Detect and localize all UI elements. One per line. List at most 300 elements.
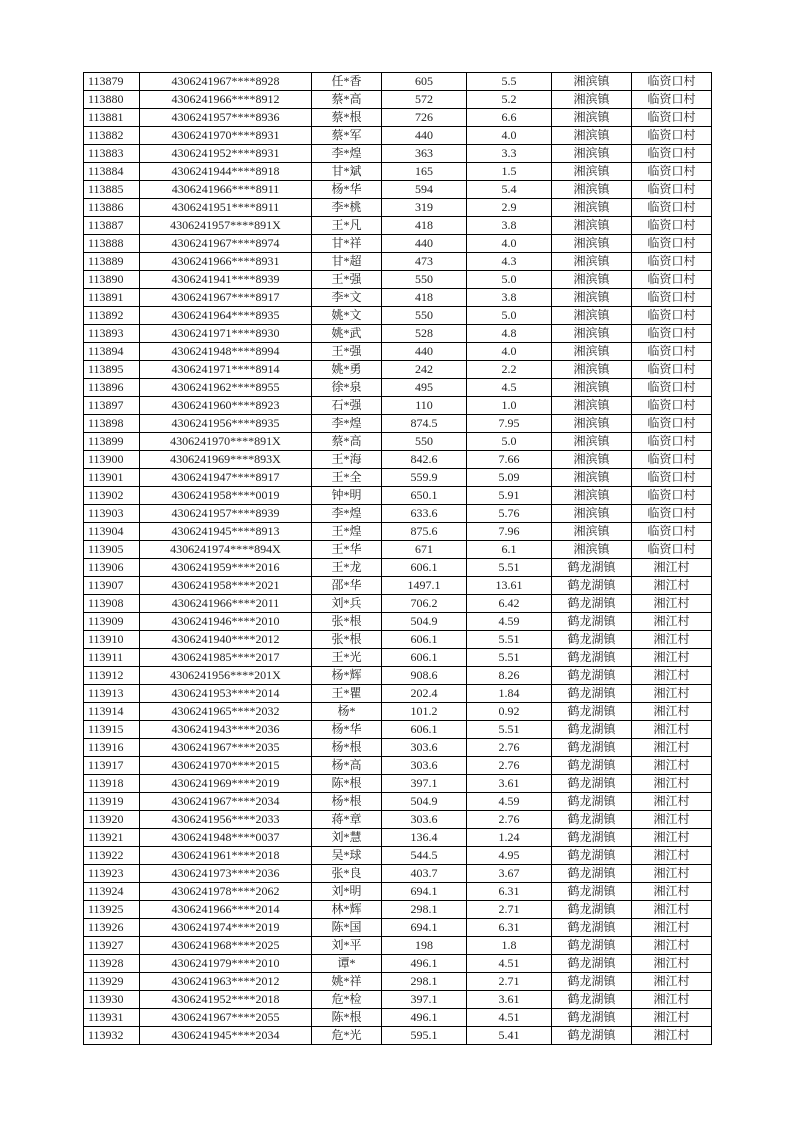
village-cell: 湘江村 (632, 559, 712, 577)
record-id-cell: 113889 (84, 253, 140, 271)
record-id-cell: 113928 (84, 955, 140, 973)
id-number-cell: 4306241948****0037 (140, 829, 312, 847)
table-row (84, 757, 712, 775)
name-cell: 姚*勇 (312, 361, 382, 379)
town-cell: 湘滨镇 (552, 109, 632, 127)
record-id-cell: 113925 (84, 901, 140, 919)
village-cell: 湘江村 (632, 613, 712, 631)
id-number-cell: 4306241957****891X (140, 217, 312, 235)
name-cell: 危*光 (312, 1027, 382, 1045)
table-row (84, 883, 712, 901)
id-number-cell: 4306241956****8935 (140, 415, 312, 433)
value-cell: 4.8 (467, 325, 552, 343)
value-cell: 5.76 (467, 505, 552, 523)
table-row (84, 559, 712, 577)
record-id-cell: 113906 (84, 559, 140, 577)
record-id-cell: 113908 (84, 595, 140, 613)
village-cell: 临资口村 (632, 541, 712, 559)
town-cell: 鹤龙湖镇 (552, 991, 632, 1009)
table-row (84, 253, 712, 271)
village-cell: 湘江村 (632, 955, 712, 973)
record-id-cell: 113924 (84, 883, 140, 901)
value-cell: 3.67 (467, 865, 552, 883)
name-cell: 杨* (312, 703, 382, 721)
village-cell: 临资口村 (632, 235, 712, 253)
town-cell: 湘滨镇 (552, 163, 632, 181)
amount-cell: 606.1 (382, 631, 467, 649)
town-cell: 鹤龙湖镇 (552, 559, 632, 577)
town-cell: 鹤龙湖镇 (552, 919, 632, 937)
id-number-cell: 4306241945****8913 (140, 523, 312, 541)
table-row (84, 199, 712, 217)
village-cell: 湘江村 (632, 775, 712, 793)
amount-cell: 606.1 (382, 559, 467, 577)
town-cell: 湘滨镇 (552, 523, 632, 541)
table-row (84, 937, 712, 955)
value-cell: 13.61 (467, 577, 552, 595)
town-cell: 湘滨镇 (552, 181, 632, 199)
village-cell: 临资口村 (632, 199, 712, 217)
record-id-cell: 113901 (84, 469, 140, 487)
table-row (84, 775, 712, 793)
record-id-cell: 113898 (84, 415, 140, 433)
amount-cell: 550 (382, 271, 467, 289)
table-row (84, 307, 712, 325)
record-id-cell: 113929 (84, 973, 140, 991)
name-cell: 张*根 (312, 631, 382, 649)
table-row (84, 163, 712, 181)
table-row (84, 685, 712, 703)
table-row (84, 505, 712, 523)
table-row (84, 73, 712, 91)
town-cell: 湘滨镇 (552, 253, 632, 271)
town-cell: 湘滨镇 (552, 433, 632, 451)
amount-cell: 875.6 (382, 523, 467, 541)
town-cell: 湘滨镇 (552, 487, 632, 505)
name-cell: 杨*根 (312, 793, 382, 811)
id-number-cell: 4306241940****2012 (140, 631, 312, 649)
table-body (84, 73, 712, 1045)
town-cell: 湘滨镇 (552, 199, 632, 217)
town-cell: 湘滨镇 (552, 415, 632, 433)
town-cell: 鹤龙湖镇 (552, 595, 632, 613)
name-cell: 张*根 (312, 613, 382, 631)
id-number-cell: 4306241960****8923 (140, 397, 312, 415)
village-cell: 临资口村 (632, 361, 712, 379)
value-cell: 4.59 (467, 613, 552, 631)
value-cell: 1.0 (467, 397, 552, 415)
table-row (84, 595, 712, 613)
amount-cell: 726 (382, 109, 467, 127)
amount-cell: 110 (382, 397, 467, 415)
amount-cell: 397.1 (382, 991, 467, 1009)
table-row (84, 577, 712, 595)
town-cell: 鹤龙湖镇 (552, 703, 632, 721)
record-id-cell: 113932 (84, 1027, 140, 1045)
name-cell: 谭* (312, 955, 382, 973)
id-number-cell: 4306241966****2011 (140, 595, 312, 613)
name-cell: 王*强 (312, 343, 382, 361)
town-cell: 湘滨镇 (552, 379, 632, 397)
id-number-cell: 4306241961****2018 (140, 847, 312, 865)
record-id-cell: 113881 (84, 109, 140, 127)
village-cell: 临资口村 (632, 487, 712, 505)
id-number-cell: 4306241965****2032 (140, 703, 312, 721)
id-number-cell: 4306241970****8931 (140, 127, 312, 145)
amount-cell: 594 (382, 181, 467, 199)
town-cell: 湘滨镇 (552, 307, 632, 325)
village-cell: 湘江村 (632, 757, 712, 775)
id-number-cell: 4306241978****2062 (140, 883, 312, 901)
name-cell: 蔡*根 (312, 109, 382, 127)
amount-cell: 319 (382, 199, 467, 217)
table-row (84, 955, 712, 973)
town-cell: 鹤龙湖镇 (552, 793, 632, 811)
table-row (84, 379, 712, 397)
amount-cell: 363 (382, 145, 467, 163)
record-id-cell: 113907 (84, 577, 140, 595)
town-cell: 鹤龙湖镇 (552, 937, 632, 955)
amount-cell: 473 (382, 253, 467, 271)
value-cell: 2.9 (467, 199, 552, 217)
value-cell: 4.0 (467, 343, 552, 361)
name-cell: 杨*华 (312, 181, 382, 199)
record-id-cell: 113894 (84, 343, 140, 361)
record-id-cell: 113922 (84, 847, 140, 865)
id-number-cell: 4306241956****2033 (140, 811, 312, 829)
town-cell: 湘滨镇 (552, 73, 632, 91)
table-row (84, 343, 712, 361)
amount-cell: 403.7 (382, 865, 467, 883)
record-id-cell: 113919 (84, 793, 140, 811)
village-cell: 临资口村 (632, 415, 712, 433)
record-id-cell: 113902 (84, 487, 140, 505)
table-row (84, 523, 712, 541)
table-row (84, 847, 712, 865)
name-cell: 吴*球 (312, 847, 382, 865)
village-cell: 湘江村 (632, 919, 712, 937)
amount-cell: 440 (382, 127, 467, 145)
village-cell: 湘江村 (632, 829, 712, 847)
village-cell: 湘江村 (632, 1009, 712, 1027)
id-number-cell: 4306241953****2014 (140, 685, 312, 703)
town-cell: 湘滨镇 (552, 235, 632, 253)
table-row (84, 397, 712, 415)
village-cell: 临资口村 (632, 145, 712, 163)
id-number-cell: 4306241959****2016 (140, 559, 312, 577)
value-cell: 4.59 (467, 793, 552, 811)
value-cell: 2.2 (467, 361, 552, 379)
name-cell: 王*全 (312, 469, 382, 487)
table-row (84, 703, 712, 721)
id-number-cell: 4306241951****8911 (140, 199, 312, 217)
village-cell: 临资口村 (632, 217, 712, 235)
id-number-cell: 4306241967****2035 (140, 739, 312, 757)
record-id-cell: 113886 (84, 199, 140, 217)
table-row (84, 793, 712, 811)
id-number-cell: 4306241966****8911 (140, 181, 312, 199)
name-cell: 姚*文 (312, 307, 382, 325)
value-cell: 5.0 (467, 271, 552, 289)
village-cell: 临资口村 (632, 253, 712, 271)
village-cell: 临资口村 (632, 469, 712, 487)
table-row (84, 721, 712, 739)
record-id-cell: 113930 (84, 991, 140, 1009)
value-cell: 5.4 (467, 181, 552, 199)
record-id-cell: 113880 (84, 91, 140, 109)
id-number-cell: 4306241967****2055 (140, 1009, 312, 1027)
record-id-cell: 113900 (84, 451, 140, 469)
table-row (84, 1009, 712, 1027)
name-cell: 陈*国 (312, 919, 382, 937)
table-row (84, 145, 712, 163)
value-cell: 1.84 (467, 685, 552, 703)
village-cell: 湘江村 (632, 577, 712, 595)
amount-cell: 495 (382, 379, 467, 397)
table-row (84, 865, 712, 883)
amount-cell: 559.9 (382, 469, 467, 487)
table-row (84, 667, 712, 685)
name-cell: 甘*超 (312, 253, 382, 271)
table-row (84, 433, 712, 451)
name-cell: 刘*慧 (312, 829, 382, 847)
town-cell: 鹤龙湖镇 (552, 1009, 632, 1027)
village-cell: 临资口村 (632, 289, 712, 307)
village-cell: 湘江村 (632, 721, 712, 739)
value-cell: 1.5 (467, 163, 552, 181)
name-cell: 李*文 (312, 289, 382, 307)
record-id-cell: 113879 (84, 73, 140, 91)
name-cell: 徐*泉 (312, 379, 382, 397)
id-number-cell: 4306241941****8939 (140, 271, 312, 289)
name-cell: 张*良 (312, 865, 382, 883)
record-id-cell: 113893 (84, 325, 140, 343)
table-row (84, 811, 712, 829)
value-cell: 6.31 (467, 883, 552, 901)
record-id-cell: 113890 (84, 271, 140, 289)
value-cell: 5.41 (467, 1027, 552, 1045)
table-row (84, 919, 712, 937)
id-number-cell: 4306241956****201X (140, 667, 312, 685)
id-number-cell: 4306241967****8974 (140, 235, 312, 253)
id-number-cell: 4306241974****894X (140, 541, 312, 559)
record-id-cell: 113883 (84, 145, 140, 163)
name-cell: 蒋*章 (312, 811, 382, 829)
id-number-cell: 4306241958****2021 (140, 577, 312, 595)
table-row (84, 217, 712, 235)
village-cell: 临资口村 (632, 181, 712, 199)
village-cell: 临资口村 (632, 73, 712, 91)
id-number-cell: 4306241973****2036 (140, 865, 312, 883)
name-cell: 刘*平 (312, 937, 382, 955)
town-cell: 鹤龙湖镇 (552, 631, 632, 649)
village-cell: 临资口村 (632, 505, 712, 523)
value-cell: 0.92 (467, 703, 552, 721)
town-cell: 鹤龙湖镇 (552, 739, 632, 757)
town-cell: 鹤龙湖镇 (552, 811, 632, 829)
village-cell: 临资口村 (632, 91, 712, 109)
id-number-cell: 4306241946****2010 (140, 613, 312, 631)
village-cell: 湘江村 (632, 595, 712, 613)
value-cell: 6.31 (467, 919, 552, 937)
town-cell: 鹤龙湖镇 (552, 757, 632, 775)
value-cell: 2.76 (467, 757, 552, 775)
record-id-cell: 113926 (84, 919, 140, 937)
record-id-cell: 113882 (84, 127, 140, 145)
name-cell: 杨*根 (312, 739, 382, 757)
name-cell: 甘*斌 (312, 163, 382, 181)
id-number-cell: 4306241952****2018 (140, 991, 312, 1009)
value-cell: 1.8 (467, 937, 552, 955)
record-id-cell: 113920 (84, 811, 140, 829)
value-cell: 5.51 (467, 649, 552, 667)
value-cell: 5.0 (467, 307, 552, 325)
value-cell: 5.5 (467, 73, 552, 91)
value-cell: 4.5 (467, 379, 552, 397)
name-cell: 林*辉 (312, 901, 382, 919)
village-cell: 临资口村 (632, 163, 712, 181)
value-cell: 5.51 (467, 721, 552, 739)
record-id-cell: 113909 (84, 613, 140, 631)
amount-cell: 706.2 (382, 595, 467, 613)
amount-cell: 101.2 (382, 703, 467, 721)
table-row (84, 109, 712, 127)
amount-cell: 606.1 (382, 649, 467, 667)
value-cell: 4.95 (467, 847, 552, 865)
value-cell: 4.51 (467, 955, 552, 973)
village-cell: 临资口村 (632, 343, 712, 361)
record-id-cell: 113884 (84, 163, 140, 181)
id-number-cell: 4306241966****2014 (140, 901, 312, 919)
name-cell: 陈*根 (312, 1009, 382, 1027)
name-cell: 王*瞿 (312, 685, 382, 703)
town-cell: 鹤龙湖镇 (552, 577, 632, 595)
town-cell: 鹤龙湖镇 (552, 1027, 632, 1045)
village-cell: 湘江村 (632, 991, 712, 1009)
amount-cell: 165 (382, 163, 467, 181)
town-cell: 鹤龙湖镇 (552, 973, 632, 991)
town-cell: 鹤龙湖镇 (552, 883, 632, 901)
town-cell: 鹤龙湖镇 (552, 901, 632, 919)
village-cell: 湘江村 (632, 667, 712, 685)
village-cell: 临资口村 (632, 379, 712, 397)
amount-cell: 694.1 (382, 883, 467, 901)
record-id-cell: 113916 (84, 739, 140, 757)
amount-cell: 572 (382, 91, 467, 109)
record-id-cell: 113892 (84, 307, 140, 325)
amount-cell: 605 (382, 73, 467, 91)
id-number-cell: 4306241968****2025 (140, 937, 312, 955)
id-number-cell: 4306241952****8931 (140, 145, 312, 163)
record-id-cell: 113887 (84, 217, 140, 235)
town-cell: 湘滨镇 (552, 505, 632, 523)
name-cell: 杨*华 (312, 721, 382, 739)
table-row (84, 325, 712, 343)
value-cell: 3.8 (467, 289, 552, 307)
name-cell: 陈*根 (312, 775, 382, 793)
town-cell: 鹤龙湖镇 (552, 775, 632, 793)
amount-cell: 496.1 (382, 955, 467, 973)
value-cell: 7.95 (467, 415, 552, 433)
village-cell: 湘江村 (632, 847, 712, 865)
table-row (84, 1027, 712, 1045)
town-cell: 湘滨镇 (552, 325, 632, 343)
table-row (84, 181, 712, 199)
town-cell: 湘滨镇 (552, 145, 632, 163)
town-cell: 湘滨镇 (552, 451, 632, 469)
value-cell: 2.76 (467, 739, 552, 757)
record-id-cell: 113917 (84, 757, 140, 775)
value-cell: 7.66 (467, 451, 552, 469)
town-cell: 湘滨镇 (552, 271, 632, 289)
data-table (83, 72, 712, 1045)
amount-cell: 303.6 (382, 739, 467, 757)
amount-cell: 606.1 (382, 721, 467, 739)
town-cell: 鹤龙湖镇 (552, 667, 632, 685)
record-id-cell: 113904 (84, 523, 140, 541)
name-cell: 李*煌 (312, 505, 382, 523)
id-number-cell: 4306241963****2012 (140, 973, 312, 991)
value-cell: 5.09 (467, 469, 552, 487)
amount-cell: 550 (382, 433, 467, 451)
record-id-cell: 113918 (84, 775, 140, 793)
value-cell: 5.91 (467, 487, 552, 505)
value-cell: 5.51 (467, 631, 552, 649)
record-id-cell: 113899 (84, 433, 140, 451)
village-cell: 临资口村 (632, 325, 712, 343)
id-number-cell: 4306241979****2010 (140, 955, 312, 973)
table-row (84, 91, 712, 109)
value-cell: 8.26 (467, 667, 552, 685)
name-cell: 刘*兵 (312, 595, 382, 613)
town-cell: 湘滨镇 (552, 217, 632, 235)
town-cell: 湘滨镇 (552, 469, 632, 487)
name-cell: 石*强 (312, 397, 382, 415)
amount-cell: 418 (382, 289, 467, 307)
value-cell: 2.76 (467, 811, 552, 829)
id-number-cell: 4306241971****8930 (140, 325, 312, 343)
amount-cell: 550 (382, 307, 467, 325)
village-cell: 湘江村 (632, 937, 712, 955)
town-cell: 湘滨镇 (552, 91, 632, 109)
village-cell: 湘江村 (632, 901, 712, 919)
town-cell: 鹤龙湖镇 (552, 613, 632, 631)
value-cell: 3.61 (467, 775, 552, 793)
name-cell: 任*香 (312, 73, 382, 91)
town-cell: 鹤龙湖镇 (552, 955, 632, 973)
name-cell: 王*海 (312, 451, 382, 469)
village-cell: 湘江村 (632, 973, 712, 991)
table-row (84, 649, 712, 667)
value-cell: 5.51 (467, 559, 552, 577)
village-cell: 湘江村 (632, 739, 712, 757)
id-number-cell: 4306241967****2034 (140, 793, 312, 811)
name-cell: 杨*高 (312, 757, 382, 775)
table-row (84, 631, 712, 649)
value-cell: 3.61 (467, 991, 552, 1009)
record-id-cell: 113915 (84, 721, 140, 739)
table-row (84, 451, 712, 469)
id-number-cell: 4306241945****2034 (140, 1027, 312, 1045)
village-cell: 湘江村 (632, 1027, 712, 1045)
name-cell: 蔡*高 (312, 433, 382, 451)
table-row (84, 613, 712, 631)
village-cell: 湘江村 (632, 883, 712, 901)
record-id-cell: 113885 (84, 181, 140, 199)
record-id-cell: 113911 (84, 649, 140, 667)
amount-cell: 544.5 (382, 847, 467, 865)
town-cell: 鹤龙湖镇 (552, 685, 632, 703)
